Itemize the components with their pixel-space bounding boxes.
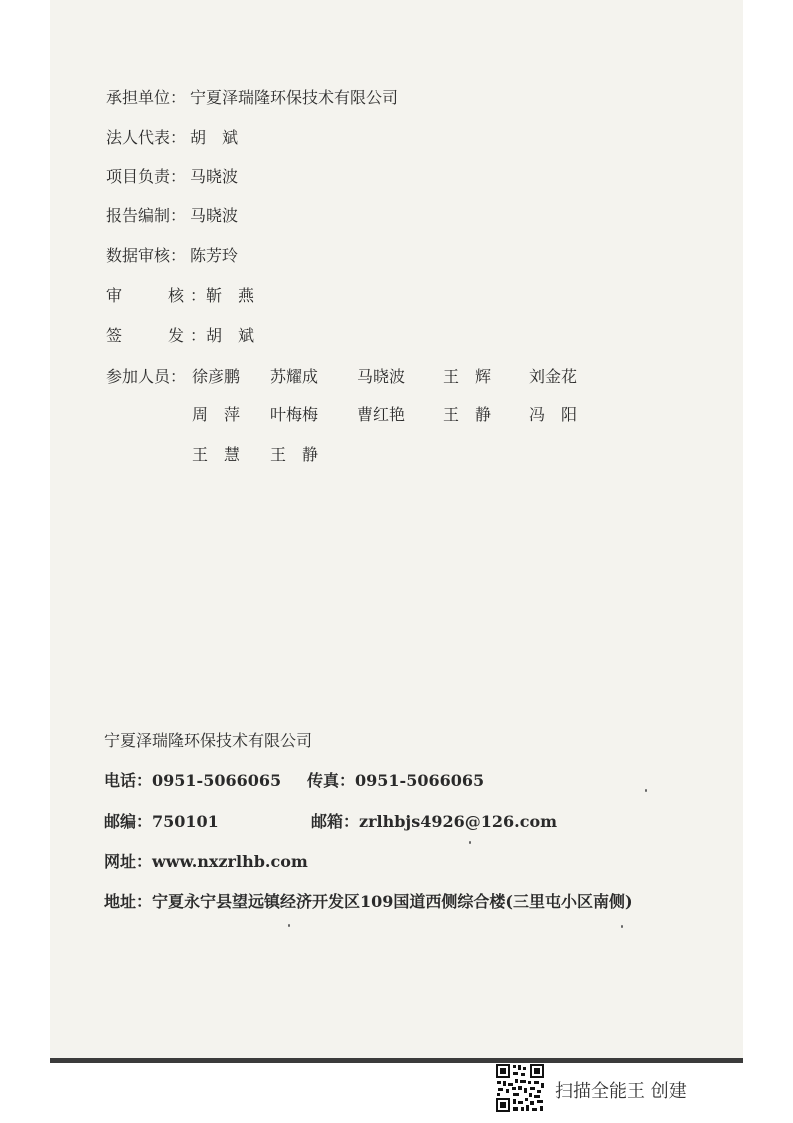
phone-line — [104, 771, 281, 791]
website-line — [104, 852, 308, 872]
scan-speck — [621, 925, 623, 928]
participant-name: 徐彦鹏 — [192, 367, 241, 386]
report-prep-value: 马晓波 — [190, 206, 239, 225]
participant-name: 周 萍 — [192, 405, 241, 424]
sign-label: 签 发 — [106, 326, 184, 345]
participant-name: 曹红艳 — [357, 405, 406, 424]
email-label: 邮箱： — [311, 812, 360, 831]
participant-name: 叶梅梅 — [270, 405, 319, 424]
participant-name: 苏耀成 — [270, 367, 319, 386]
qr-code-icon — [495, 1063, 545, 1113]
participants-row-1 — [106, 367, 606, 387]
postcode-value: 750101 — [152, 812, 219, 831]
undertaker-row — [106, 88, 398, 108]
review-colon: ： — [190, 286, 207, 305]
website-label: 网址： — [104, 852, 153, 871]
sign-row — [106, 326, 254, 346]
project-lead-label: 项目负责： — [106, 167, 187, 186]
fax-line — [307, 771, 484, 791]
postcode-label: 邮编： — [104, 812, 153, 831]
company-name: 宁夏泽瑞隆环保技术有限公司 — [104, 731, 313, 750]
legal-rep-value: 胡 斌 — [190, 128, 239, 147]
participant-name: 王 慧 — [192, 445, 241, 464]
email-value: zrlhbjs4926@126.com — [359, 812, 558, 831]
project-lead-value: 马晓波 — [190, 167, 239, 186]
scan-speck — [288, 924, 290, 927]
participant-name: 王 辉 — [443, 367, 492, 386]
phone-value: 0951-5066065 — [152, 771, 282, 790]
data-review-row — [106, 246, 238, 266]
data-review-value: 陈芳玲 — [190, 246, 239, 265]
participant-name: 马晓波 — [357, 367, 406, 386]
address-label: 地址： — [104, 892, 153, 911]
participants-label: 参加人员： — [106, 367, 187, 386]
participant-name: 刘金花 — [529, 367, 578, 386]
legal-rep-label: 法人代表： — [106, 128, 187, 147]
address-line — [104, 892, 633, 912]
fax-value: 0951-5066065 — [355, 771, 485, 790]
address-value: 宁夏永宁县望远镇经济开发区109国道西侧综合楼(三里屯小区南侧) — [152, 892, 633, 911]
legal-rep-row — [106, 128, 238, 148]
postcode-line — [104, 812, 219, 832]
participant-name: 冯 阳 — [529, 405, 578, 424]
data-review-label: 数据审核： — [106, 246, 187, 265]
participants-row-2 — [106, 405, 606, 425]
sign-value: 胡 斌 — [206, 326, 255, 345]
email-line — [311, 812, 557, 832]
participant-name: 王 静 — [443, 405, 492, 424]
participants-row-3 — [106, 445, 606, 465]
sign-colon: ： — [190, 326, 207, 345]
project-lead-row — [106, 167, 238, 187]
review-row — [106, 286, 254, 306]
scan-speck — [469, 841, 471, 844]
review-value: 靳 燕 — [206, 286, 255, 305]
undertaker-label: 承担单位： — [106, 88, 187, 107]
scan-speck — [645, 789, 647, 792]
scanner-watermark-text: 扫描全能王 创建 — [555, 1081, 687, 1102]
participant-name: 王 静 — [270, 445, 319, 464]
review-label: 审 核 — [106, 286, 184, 305]
report-prep-label: 报告编制： — [106, 206, 187, 225]
phone-label: 电话： — [104, 771, 153, 790]
website-value: www.nxzrlhb.com — [152, 852, 308, 871]
undertaker-value: 宁夏泽瑞隆环保技术有限公司 — [190, 88, 399, 107]
fax-label: 传真： — [307, 771, 356, 790]
page-edge-shadow — [50, 1058, 743, 1063]
report-prep-row — [106, 206, 238, 226]
